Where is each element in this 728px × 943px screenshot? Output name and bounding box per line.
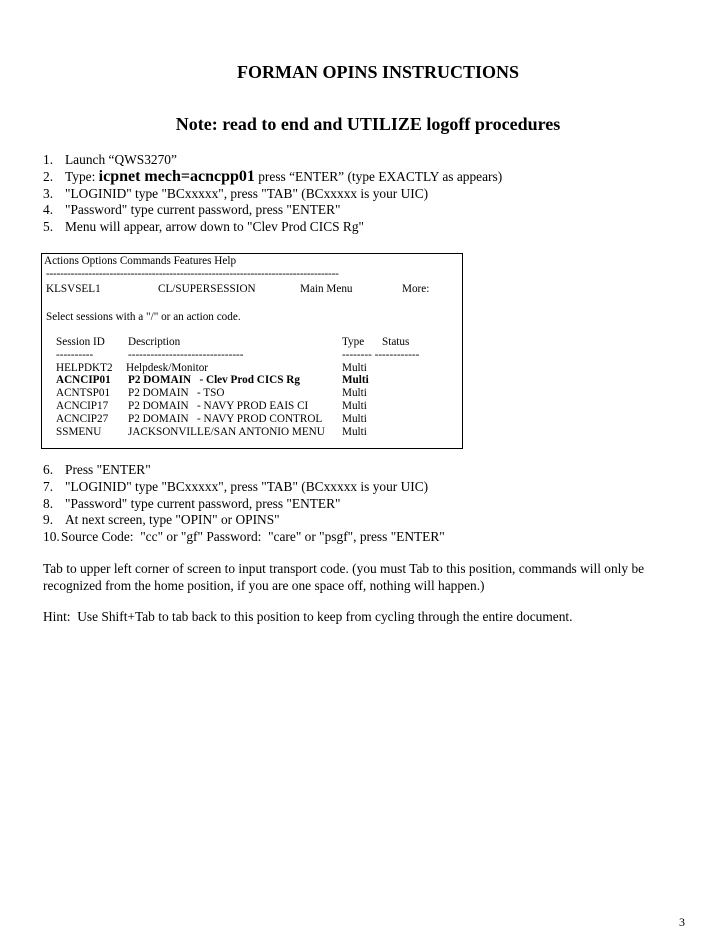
step-item: 5. Menu will appear, arrow down to "Clev Prod CICS Rg" [43, 219, 365, 235]
session-menu-screenshot [41, 253, 463, 449]
table-row: ACNCIP27 P2 DOMAIN - NAVY PROD CONTROL Multi [56, 412, 367, 425]
step-item: 2. Type: icpnet mech=acncpp01 press “ENTER” (type EXACTLY as appears) [43, 167, 503, 185]
steps-list-second [43, 462, 445, 546]
tab-instructions-paragraph: Tab to upper left corner of screen to input transport code. (you must Tab to this position, commands will only be recognized from the home position, if you are one space off, nothing will happen.) [43, 561, 645, 593]
menu-bar: Actions Options Commands Features Help [44, 255, 237, 267]
step-item: 7. "LOGINID" type "BCxxxxx", press "TAB" (BCxxxxx is your UIC) [43, 478, 429, 494]
table-row: ACNCIP17 P2 DOMAIN - NAVY PROD EAIS CI Multi [56, 399, 367, 412]
session-table [42, 336, 462, 438]
step-item: 6. Press "ENTER" [43, 462, 151, 477]
step-item: 10.Source Code: "cc" or "gf" Password: "care" or "psgf", press "ENTER" [43, 529, 445, 545]
hint-paragraph: Hint: Use Shift+Tab to tab back to this position to keep from cycling through the entire document. [43, 609, 573, 624]
document-title: FORMAN OPINS INSTRUCTIONS [236, 62, 520, 82]
note-heading: Note: read to end and UTILIZE logoff procedures [175, 114, 561, 134]
table-rule: ---------- ------------------------------- -------- ------------ [56, 348, 420, 361]
command-text: icpnet mech=acncpp01 [98, 167, 255, 185]
table-row-selected: ACNCIP01 P2 DOMAIN - Clev Prod CICS Rg Multi [56, 374, 369, 387]
menu-id: KLSVSEL1 [46, 283, 101, 295]
table-row: HELPDKT2 Helpdesk/Monitor Multi [56, 361, 367, 374]
menu-prompt: Select sessions with a "/" or an action code. [46, 311, 241, 323]
table-row: SSMENU JACKSONVILLE/SAN ANTONIO MENU Multi [56, 425, 367, 438]
menu-separator: ----------------------------------------------------------------------------------- [46, 268, 339, 280]
page-number: 3 [679, 915, 685, 929]
table-row: ACNTSP01 P2 DOMAIN - TSO Multi [56, 387, 367, 400]
step-item: 9. At next screen, type "OPIN" or OPINS" [43, 512, 280, 528]
step-item: 4. "Password" type current password, press "ENTER" [43, 202, 341, 218]
step-item: 8. "Password" type current password, press "ENTER" [43, 495, 341, 511]
step-item: 3. "LOGINID" type "BCxxxxx", press "TAB" (BCxxxxx is your UIC) [43, 185, 429, 201]
steps-list-first [43, 152, 502, 236]
menu-app-name: CL/SUPERSESSION [158, 283, 256, 295]
menu-more-label: More: [402, 283, 430, 295]
step-item: 1. Launch “QWS3270” [43, 152, 177, 167]
menu-main-label: Main Menu [300, 283, 353, 295]
table-header: Session ID Description Type Status [56, 336, 410, 348]
